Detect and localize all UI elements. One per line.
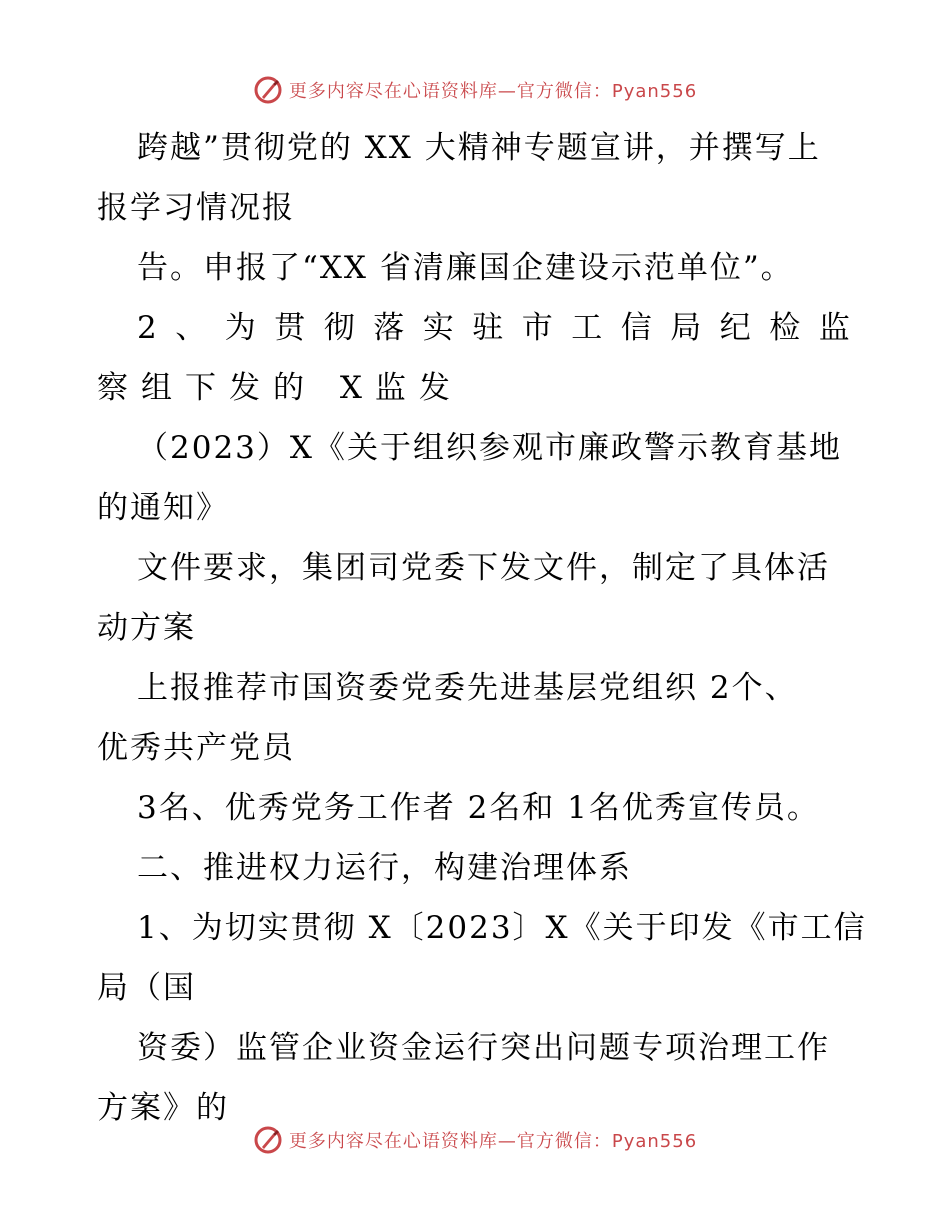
body-line: 告。申报了“XX 省清廉国企建设示范单位”。 <box>137 250 794 286</box>
body-line: 2、为贯彻落实驻市工信局纪检监 <box>137 310 869 346</box>
quill-pen-circle-icon <box>253 1125 283 1155</box>
header-banner <box>0 70 950 110</box>
body-line: 局（国 <box>97 970 196 1006</box>
quill-pen-circle-icon <box>253 75 283 105</box>
body-line: 二、推进权力运行，构建治理体系 <box>137 850 632 886</box>
footer-banner-text: 更多内容尽在心语资料库—官方微信：Pyan556 <box>288 1131 698 1152</box>
body-line: 上报推荐市国资委党委先进基层党组织 2个、 <box>137 670 798 706</box>
body-line: 1、为切实贯彻 X〔2023〕X《关于印发《市工信 <box>137 910 867 946</box>
body-line: 3名、优秀党务工作者 2名和 1名优秀宣传员。 <box>137 790 820 826</box>
body-line: （2023）X《关于组织参观市廉政警示教育基地 <box>137 430 842 466</box>
body-line: 跨越”贯彻党的 XX 大精神专题宣讲，并撰写上 <box>137 130 821 166</box>
body-line: 资委）监管企业资金运行突出问题专项治理工作 <box>137 1030 830 1066</box>
body-line: 优秀共产党员 <box>97 730 295 766</box>
body-line: 方案》的 <box>97 1090 229 1126</box>
body-line: 的通知》 <box>97 490 229 526</box>
header-banner-text: 更多内容尽在心语资料库—官方微信：Pyan556 <box>288 81 698 102</box>
body-line: 察组下发的 X监发 <box>97 370 463 406</box>
body-line: 报学习情况报 <box>97 190 295 226</box>
document-body <box>97 118 869 1138</box>
body-line: 文件要求，集团司党委下发文件，制定了具体活 <box>137 550 830 586</box>
body-line: 动方案 <box>97 610 196 646</box>
footer-banner <box>0 1120 950 1160</box>
